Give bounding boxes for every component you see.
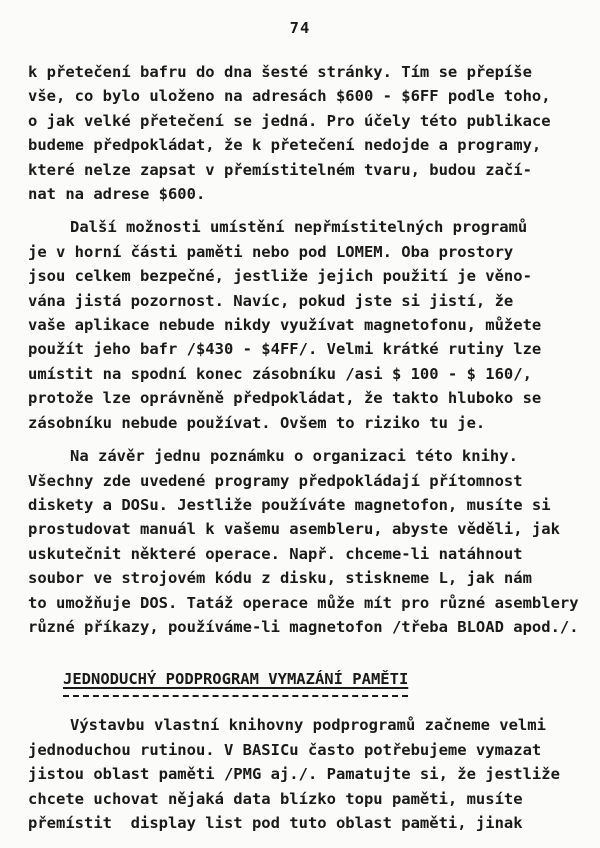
text-line: to umožňuje DOS. Tatáž operace může mít pro různé asemblery [28,593,579,612]
paragraph-2 [28,215,590,435]
paragraph-4 [28,713,590,835]
text-line: chcete uchovat nějaká data blízko topu paměti, musíte [28,789,523,808]
text-line: vána jistá pozornost. Navíc, pokud jste si jistí, že [28,291,514,310]
text-line: budeme předpokládat, že k přetečení nedojde a programy, [28,136,542,155]
text-line: různé příkazy, používáme-li magnetofon /třeba BLOAD apod./. [28,617,579,636]
text-line: jsou celkem bezpečné, jestliže jejich použití je věno- [28,267,532,286]
page-number: 74 [289,19,311,37]
text-line: přemístit display list pod tuto oblast paměti, jinak [28,813,523,832]
text-line: nat na adrese $600. [28,185,206,204]
text-line: které nelze zapsat v přemístitelném tvaru, budou začí- [28,160,532,179]
text-line: je v horní části paměti nebo pod LOMEM. Oba prostory [28,242,514,261]
text-line: jednoduchou rutinou. V BASICu často potřebujeme vymazat [28,740,542,759]
text-line: soubor ve strojovém kódu z disku, stiskneme L, jak nám [28,569,532,588]
text-line: vaše aplikace nebude nikdy využívat magnetofonu, můžete [28,316,542,335]
text-line: použít jeho bafr /$430 - $4FF/. Velmi krátké rutiny lze [28,340,542,359]
text-line: jistou oblast paměti /PMG aj./. Pamatujte si, že jestliže [28,765,560,784]
page-body [28,60,590,835]
text-line: vše, co bylo uloženo na adresách $600 - $6FF podle toho, [28,87,551,106]
text-line: Na závěr jednu poznámku o organizaci této knihy. [70,447,518,466]
paragraph-1 [28,60,590,206]
text-line: prostudovat manuál k vašemu asembleru, abyste věděli, jak [28,520,560,539]
section-heading-text: JEDNODUCHÝ PODPROGRAM VYMAZÁNÍ PAMĚTI [63,667,408,697]
text-line: umístit na spodní konec zásobníku /asi $ 100 - $ 160/, [28,364,532,383]
section-heading [63,667,590,697]
text-line: o jak velké přetečení se jedná. Pro účely této publikace [28,111,551,130]
text-line: diskety a DOSu. Jestliže používáte magnetofon, musíte si [28,495,551,514]
text-line: zásobníku nebude používat. Ovšem to riziko tu je. [28,413,486,432]
paragraph-3 [28,444,590,639]
text-line: k přetečení bafru do dna šesté stránky. Tím se přepíše [28,63,532,81]
text-line: Další možnosti umístění nepřmístitelných programů [70,218,528,237]
text-line: Výstavbu vlastní knihovny podprogramů začneme velmi [70,716,546,735]
text-line: protože lze oprávněně předpokládat, že takto hluboko se [28,389,542,408]
text-line: Všechny zde uvedené programy předpokládají přítomnost [28,471,523,490]
text-line: uskutečnit některé operace. Např. chceme-li natáhnout [28,544,523,563]
